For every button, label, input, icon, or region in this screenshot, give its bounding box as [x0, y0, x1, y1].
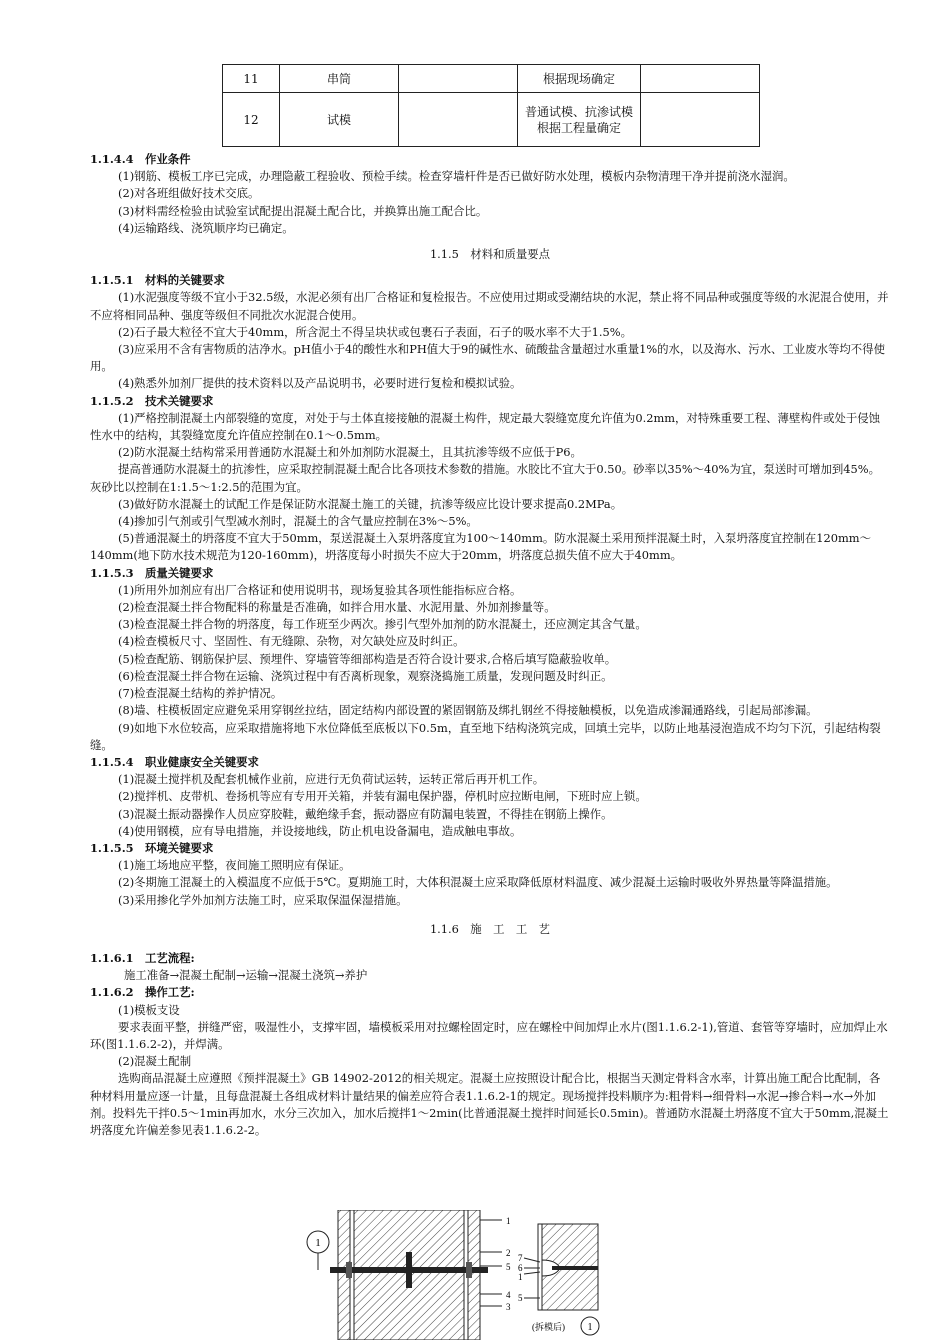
nut-right: [466, 1262, 472, 1278]
paragraph: 要求表面平整，拼缝严密，吸湿性小，支撑牢固，墙模板采用对拉螺栓固定时，应在螺栓中间加焊止水片(图1.1.6.2-1),管道、套管等穿墙时，应加焊止水环(图1.1.6.2-2)，并焊满。: [90, 1019, 888, 1051]
section-title: 1.1.6 施 工 工 艺: [429, 921, 551, 936]
table-row: [223, 93, 760, 147]
sub-heading: (2)混凝土配制: [118, 1054, 192, 1069]
paragraph: (3)检查混凝土拌合物的坍落度，每工作班至少两次。掺引气型外加剂的防水混凝土，还应测定其含气量。: [118, 617, 647, 632]
tools-table: [222, 64, 760, 147]
callout-label: 3: [506, 1302, 511, 1312]
paragraph: (1)混凝土搅拌机及配套机械作业前，应进行无负荷试运转，运转正常后再开机工作。: [118, 772, 545, 787]
section-heading: 1.1.6.2 操作工艺:: [90, 985, 195, 1000]
table-cell-note: 根据现场确定: [518, 65, 641, 93]
callout-label: 1: [518, 1272, 523, 1282]
paragraph: (3)采用掺化学外加剂方法施工时，应采取保温保湿措施。: [118, 892, 408, 907]
paragraph: (1)水泥强度等级不宜小于32.5级，水泥必须有出厂合格证和复检报告。不应使用过期或受潮结块的水泥，禁止将不同品种或强度等级的水泥混合使用，并不应将相同品种、强度等级但不同批次水泥混合使用。: [90, 290, 889, 322]
paragraph: 选购商品混凝土应遵照《预拌混凝土》GB 14902-2012的相关规定。混凝土应按照设计配合比，根据当天测定骨料含水率，计算出施工配合比配制，各种材料用量应逐一计量，且每盘混凝土各组成材料计量结果的偏差应符合表1.1.6.2-1的规定。现场搅拌投料顺序为:粗骨料→细骨料→水泥→掺合料→水→外加剂。投料先干拌0.5～1min再加水，水分三次加入，加水后搅拌1～2min(比普通混凝土搅拌时间延长0.5min)。普通防水混凝土坍落度不宜大于50mm,混凝土坍落度允许偏差参见表1.1.6.2-2。: [90, 1071, 889, 1137]
paragraph: (2)搅拌机、皮带机、卷扬机等应有专用开关箱，并装有漏电保护器，停机时应拉断电闸，下班时应上锁。: [118, 789, 647, 804]
tie-bolt-drawing: [307, 1210, 511, 1340]
table-cell-note: 普通试模、抗渗试模根据工程量确定: [518, 93, 641, 147]
paragraph: (8)墙、柱模板固定应避免采用穿钢丝拉结，固定结构内部设置的紧固钢筋及绑扎钢丝不得接触模板，以免造成渗漏通路线，引起局部渗漏。: [118, 703, 818, 718]
nut-left: [346, 1262, 352, 1278]
paragraph: (4)熟悉外加剂厂提供的技术资料以及产品说明书，必要时进行复检和模拟试验。: [118, 376, 522, 391]
paragraph: 提高普通防水混凝土的抗渗性，应采取控制混凝土配合比各项技术参数的措施。水胶比不宜大于0.50。砂率以35%～40%为宜，泵送时可增加到45%。灰砂比以控制在1:1.5～1:2.5的范围为宜。: [90, 462, 880, 494]
callout-label: 4: [506, 1290, 511, 1300]
detail-circle-label: 1: [587, 1322, 593, 1333]
paragraph: (4)使用钢模，应有导电措施，并设接地线，防止机电设备漏电，造成触电事故。: [118, 823, 522, 838]
section-heading: 1.1.6.1 工艺流程:: [90, 950, 195, 965]
table-cell-name: 串筒: [280, 65, 399, 93]
callout-label: 2: [506, 1248, 511, 1258]
table-cell-no: 11: [223, 65, 280, 93]
section-heading: 1.1.5.1 材料的关键要求: [90, 273, 225, 288]
table-cell-no: 12: [223, 93, 280, 147]
document-body: [90, 151, 890, 1139]
table-row: [223, 65, 760, 93]
water-stop-plate: [406, 1252, 412, 1288]
section-heading: 1.1.5.4 职业健康安全关键要求: [90, 754, 259, 769]
paragraph: (4)检查模板尺寸、坚固性、有无缝隙、杂物，对欠缺处应及时纠正。: [118, 634, 465, 649]
table-cell-spec: [399, 65, 518, 93]
section-title: 1.1.5 材料和质量要点: [429, 247, 551, 262]
paragraph: (9)如地下水位较高，应采取措施将地下水位降低至底板以下0.5m，直至地下结构浇筑完成，回填土完毕，以防止地基浸泡造成不均匀下沉，引起结构裂缝。: [90, 720, 881, 752]
paragraph: (4)掺加引气剂或引气型减水剂时，混凝土的含气量应控制在3%～5%。: [118, 514, 478, 529]
paragraph: (2)检查混凝土拌合物配料的称量是否准确，如拌合用水量、水泥用量、外加剂掺量等。: [118, 600, 556, 615]
paragraph: (3)做好防水混凝土的试配工作是保证防水混凝土施工的关键，抗渗等级应比设计要求提高0.2MPa。: [118, 496, 623, 511]
section-heading: 1.1.5.3 质量关键要求: [90, 565, 214, 580]
paragraph: (2)冬期施工混凝土的入模温度不应低于5℃。夏期施工时，大体积混凝土应采取降低原材料温度、减少混凝土运输时吸收外界热量等降温措施。: [118, 875, 838, 890]
paragraph: (1)施工场地应平整，夜间施工照明应有保证。: [118, 858, 351, 873]
section-heading: 1.1.5.2 技术关键要求: [90, 393, 214, 408]
section-heading: 1.1.5.5 环境关键要求: [90, 840, 214, 855]
formwork-figure: [290, 1210, 630, 1340]
paragraph: (4)运输路线、浇筑顺序均已确定。: [118, 220, 294, 235]
table-cell-name: 试模: [280, 93, 399, 147]
paragraph: (1)严格控制混凝土内部裂缝的宽度，对处于与土体直接接触的混凝土构件，规定最大裂缝宽度允许值为0.2mm，对特殊重要工程、薄壁构件或处于侵蚀性水中的结构，其裂缝宽度允许值应控制在0.1～0.5mm。: [90, 410, 881, 443]
table-cell-extra: [641, 65, 760, 93]
callout-label: 5: [506, 1262, 511, 1272]
detail-circle-label: 1: [315, 1237, 321, 1249]
callout-label: 1: [506, 1216, 511, 1226]
after-removal-drawing: [518, 1224, 599, 1335]
sub-heading: (1)模板支设: [118, 1002, 180, 1017]
bolt-end: [552, 1266, 598, 1270]
paragraph: (2)石子最大粒径不宜大于40mm，所含泥土不得呈块状或包裹石子表面，石子的吸水率不大于1.5%。: [118, 324, 633, 339]
paragraph: (5)检查配筋、钢筋保护层、预埋件、穿墙管等细部构造是否符合设计要求,合格后填写隐蔽验收单。: [118, 651, 617, 666]
paragraph: (2)防水混凝土结构常采用普通防水混凝土和外加剂防水混凝土，且其抗渗等级不应低于P6。: [118, 445, 582, 460]
paragraph: (1)所用外加剂应有出厂合格证和使用说明书，现场复验其各项性能指标应合格。: [118, 582, 522, 597]
callout-label: 6: [518, 1263, 523, 1273]
figure-caption: (拆模后): [532, 1322, 565, 1332]
process-flow: 施工准备→混凝土配制→运输→混凝土浇筑→养护: [124, 968, 368, 983]
section-heading: 1.1.4.4 作业条件: [90, 152, 191, 166]
paragraph: (1)钢筋、模板工序已完成，办理隐蔽工程验收、预检手续。检查穿墙杆件是否已做好防水处理，模板内杂物清理干净并提前浇水湿润。: [118, 169, 795, 184]
paragraph: (2)对各班组做好技术交底。: [118, 186, 260, 201]
paragraph: (3)应采用不含有害物质的洁净水。pH值小于4的酸性水和PH值大于9的碱性水、硫酸盐含量超过水重量1%的水，以及海水、污水、工业废水等均不得使用。: [90, 342, 885, 374]
table-cell-extra: [641, 93, 760, 147]
paragraph: (7)检查混凝土结构的养护情况。: [118, 686, 283, 701]
table-cell-spec: [399, 93, 518, 147]
callout-label: 7: [518, 1253, 523, 1263]
callout-label: 5: [518, 1293, 523, 1303]
paragraph: (5)普通混凝土的坍落度不宜大于50mm，泵送混凝土入泵坍落度宜为100～140mm。防水混凝土采用预拌混凝土时，入泵坍落度宜控制在120mm～140mm(地下防水技术规范为120-160mm)，坍落度每小时损失不应大于20mm，坍落度总损失值不应大于40mm。: [90, 531, 871, 563]
paragraph: (3)混凝土振动器操作人员应穿胶鞋，戴绝缘手套，振动器应有防漏电装置，不得挂在钢筋上操作。: [118, 806, 613, 821]
paragraph: (3)材料需经检验由试验室试配提出混凝土配合比，并换算出施工配合比。: [118, 203, 488, 218]
paragraph: (6)检查混凝土拌合物在运输、浇筑过程中有否离析现象，观察浇捣施工质量，发现问题及时纠正。: [118, 668, 613, 683]
